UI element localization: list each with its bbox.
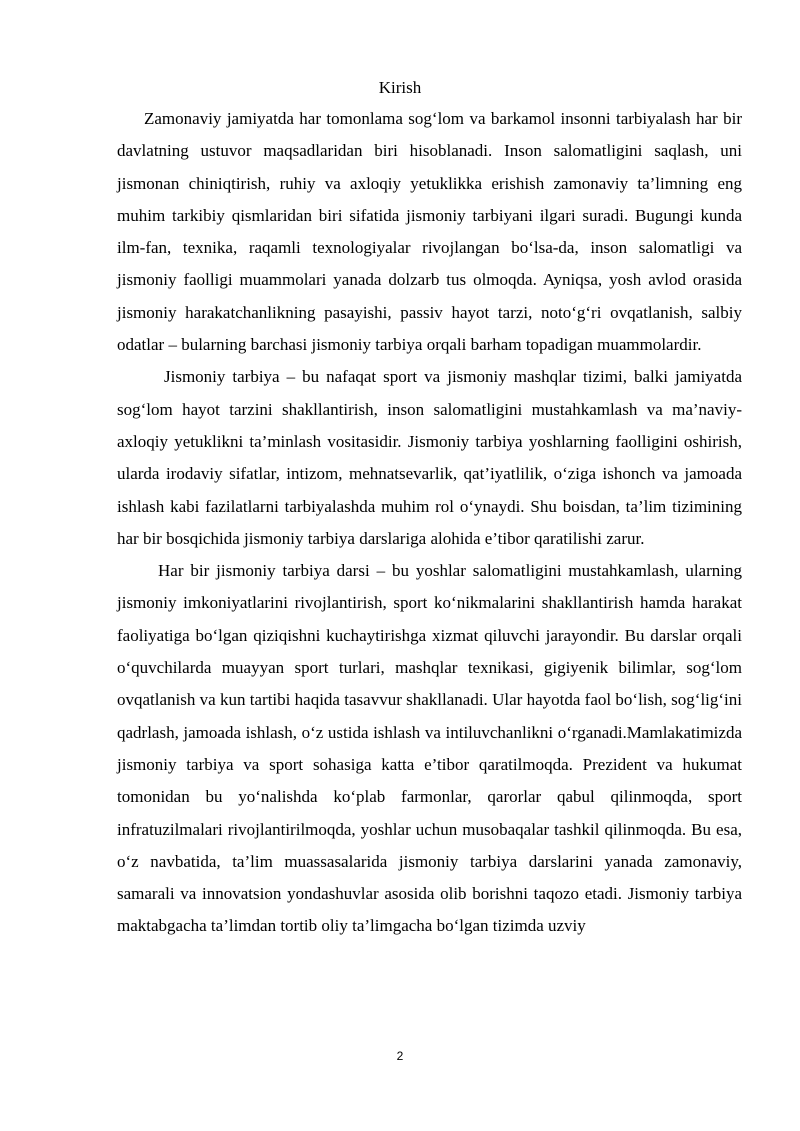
page-title: Kirish <box>378 78 422 97</box>
body-text <box>117 103 742 943</box>
paragraph-3: Har bir jismoniy tarbiya darsi – bu yoshlar salomatligini mustahkamlash, ularning jismoniy imkoniyatlarini rivojlantirish, sport ko‘nikmalarini shakllantirish hamda harakat faoliyatiga bo‘lgan qiziqishni kuchaytirishga xizmat qiluvchi jarayondir. Bu darslar orqali o‘quvchilarda muayyan sport turlari, mashqlar texnikasi, gigiyenik bilimlar, sog‘lom ovqatlanish va kun tartibi haqida tasavvur shakllanadi. Ular hayotda faol bo‘lish, sog‘lig‘ini qadrlash, jamoada ishlash, o‘z ustida ishlash va intiluvchanlikni o‘rganadi.Mamlakatimizda jismoniy tarbiya va sport sohasiga katta e’tibor qaratilmoqda. Prezident va hukumat tomonidan bu yo‘nalishda ko‘plab farmonlar, qarorlar qabul qilinmoqda, sport infratuzilmalari rivojlantirilmoqda, yoshlar uchun musobaqalar tashkil qilinmoqda. Bu esa, o‘z navbatida, ta’lim muassasalarida jismoniy tarbiya darslarini yanada zamonaviy, samarali va innovatsion yondashuvlar asosida olib borishni taqozo etadi. Jismoniy tarbiya maktabgacha ta’limdan tortib oliy ta’limgacha bo‘lgan tizimda uzviy <box>117 561 742 936</box>
paragraph-2: Jismoniy tarbiya – bu nafaqat sport va jismoniy mashqlar tizimi, balki jamiyatda sog‘lom hayot tarzini shakllantirish, inson salomatligini mustahkamlash va ma’naviy-axloqiy yetuklikni ta’minlash vositasidir. Jismoniy tarbiya yoshlarning faolligini oshirish, ularda irodaviy sifatlar, intizom, mehnatsevarlik, qat’iyatlilik, o‘ziga ishonch va jamoada ishlash kabi fazilatlarni tarbiyalashda muhim rol o‘ynaydi. Shu boisdan, ta’lim tizimining har bir bosqichida jismoniy tarbiya darslariga alohida e’tibor qaratilishi zarur. <box>117 367 742 548</box>
page-number: 2 <box>396 1049 404 1063</box>
paragraph-1: Zamonaviy jamiyatda har tomonlama sog‘lom va barkamol insonni tarbiyalash har bir davlatning ustuvor maqsadlaridan biri hisoblanadi. Inson salomatligini saqlash, uni jismonan chiniqtirish, ruhiy va axloqiy yetuklikka erishish zamonaviy ta’limning eng muhim tarkibiy qismlaridan biri sifatida jismoniy tarbiyani ilgari suradi. Bugungi kunda ilm-fan, texnika, raqamli texnologiyalar rivojlangan bo‘lsa-da, inson salomatligi va jismoniy faolligi muammolari yanada dolzarb tus olmoqda. Ayniqsa, yosh avlod orasida jismoniy harakatchanlikning pasayishi, passiv hayot tarzi, noto‘g‘ri ovqatlanish, salbiy odatlar – bularning barchasi jismoniy tarbiya orqali barham topadigan muammolardir. <box>117 109 742 355</box>
